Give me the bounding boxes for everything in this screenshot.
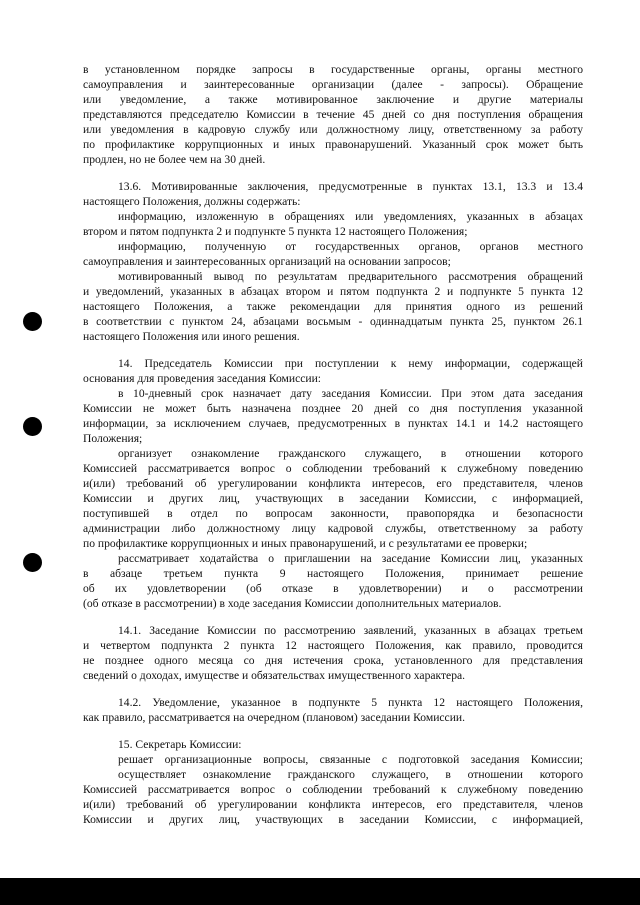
text-line: в соответствии с пунктом 24, абзацами восьмым - одиннадцатым пункта 25, пунктом 26.1 [83,315,583,328]
text-line: или уведомления в кадровую службу или должностному лицу, ответственному за работу [83,123,583,136]
text-line: решает организационные вопросы, связанные с подготовкой заседания Комиссии; [118,753,583,766]
binder-hole-icon [23,553,42,572]
text-line: или уведомление, а также мотивированное заключение и другие материалы [83,93,583,106]
text-line: Комиссией рассматривается вопрос о соблюдении требований к служебному поведению [83,462,583,475]
text-line: в установленном порядке запросы в государственные органы, органы местного [83,63,583,76]
text-line: информации, за исключением случаев, предусмотренных в пунктах 14.1 и 14.2 настоящего [83,417,583,430]
text-line: самоуправления и заинтересованные организации (далее - запросы). Обращение [83,78,583,91]
text-line: информацию, изложенную в обращениях или уведомлениях, указанных в абзацах [118,210,583,223]
text-line: Комиссии и других лиц, участвующих в заседании Комиссии, с информацией, [83,813,583,826]
text-line: организует ознакомление гражданского служащего, в отношении которого [118,447,583,460]
text-line: основания для проведения заседания Комиссии: [83,372,322,385]
text-line: информацию, полученную от государственных органов, органов местного [118,240,583,253]
text-line: осуществляет ознакомление гражданского служащего, в отношении которого [118,768,583,781]
text-line: Комиссии не может быть назначена позднее 20 дней со дня поступления указанной [83,402,583,415]
text-line: Комиссии и других лиц, участвующих в заседании Комиссии, с информацией, [83,492,583,505]
paragraph-15: 15. Секретарь Комиссии: [118,738,242,751]
text-line: сведений о доходах, имуществе и обязательствах имущественного характера. [83,669,466,682]
binder-hole-icon [23,417,42,436]
text-line: самоуправления и заинтересованных организаций на основании запросов; [83,255,451,268]
text-line: по профилактике коррупционных и иных правонарушений. Указанный срок может быть [83,138,583,151]
text-line: как правило, рассматривается на очередном (плановом) заседании Комиссии. [83,711,466,724]
text-line: и(или) требований об урегулировании конфликта интересов, его представителя, членов [83,798,583,811]
text-line: и(или) требований об урегулировании конфликта интересов, его представителя, членов [83,477,583,490]
text-line: об их удовлетворении (об отказе в удовлетворении) и о рассмотрении [83,582,583,595]
text-line: настоящего Положения или иного решения. [83,330,300,343]
text-line: настоящего Положения, а также рекомендации для принятия одного из решений [83,300,583,313]
paragraph-13-6: 13.6. Мотивированные заключения, предусмотренные в пунктах 13.1, 13.3 и 13.4 [118,180,583,193]
scan-bottom-edge [0,878,640,905]
text-line: настоящего Положения, должны содержать: [83,195,301,208]
text-line: и четвертом подпункта 2 пункта 12 настоящего Положения, как правило, проводится [83,639,583,652]
paragraph-14-1: 14.1. Заседание Комиссии по рассмотрению заявлений, указанных в абзацах третьем [118,624,583,637]
text-line: втором и пятом подпункта 2 и подпункте 5 пункта 12 настоящего Положения; [83,225,468,238]
text-line: Комиссией рассматривается вопрос о соблюдении требований к служебному поведению [83,783,583,796]
text-line: и уведомлений, указанных в абзацах втором и пятом подпункта 2 и подпункте 5 пункта 12 [83,285,583,298]
text-line: (об отказе в рассмотрении) в ходе заседания Комиссии дополнительных материалов. [83,597,502,610]
text-line: поступившей в отдел по вопросам законности, правопорядка и безопасности [83,507,583,520]
text-line: в абзаце третьем пункта 9 настоящего Положения, принимает решение [83,567,583,580]
text-line: администрации либо должностному лицу кадровой службы, ответственному за работу [83,522,583,535]
text-line: Положения; [83,432,143,445]
text-line: не позднее одного месяца со дня истечения срока, установленного для представления [83,654,583,667]
paragraph-14: 14. Председатель Комиссии при поступлении к нему информации, содержащей [118,357,583,370]
text-line: мотивированный вывод по результатам предварительного рассмотрения обращений [118,270,583,283]
text-line: представляются председателю Комиссии в течение 45 дней со дня поступления обращения [83,108,583,121]
text-line: в 10-дневный срок назначает дату заседания Комиссии. При этом дата заседания [118,387,583,400]
paragraph-14-2: 14.2. Уведомление, указанное в подпункте 5 пункта 12 настоящего Положения, [118,696,583,709]
text-line: продлен, но не более чем на 30 дней. [83,153,266,166]
binder-hole-icon [23,312,42,331]
text-line: рассматривает ходатайства о приглашении на заседание Комиссии лиц, указанных [118,552,583,565]
text-line: по профилактике коррупционных и иных правонарушений, и с результатами ее проверки; [83,537,528,550]
